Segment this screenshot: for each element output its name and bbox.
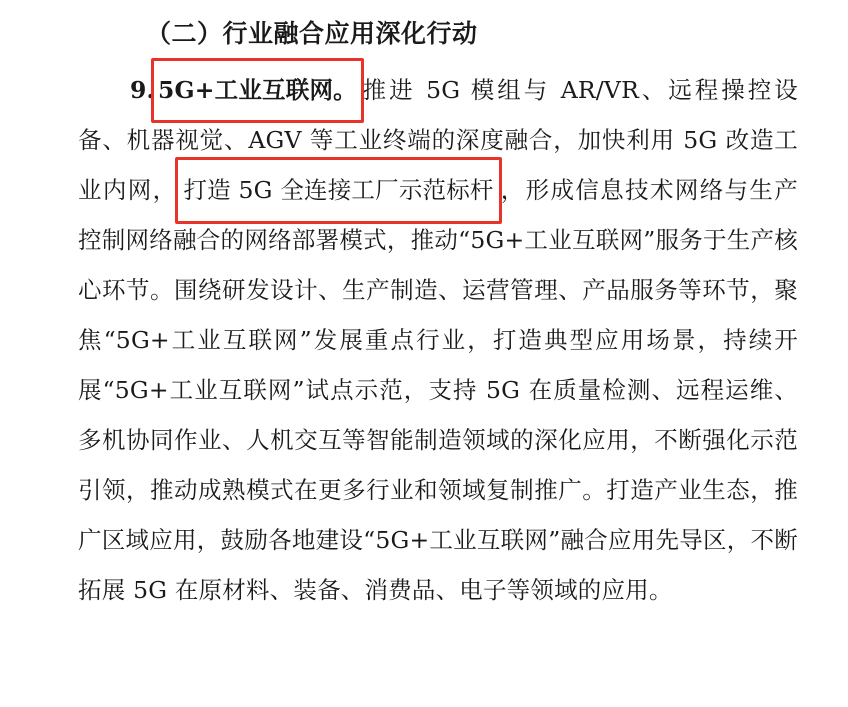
paragraph-text-part-1: 推进 5G 模组与 AR/VR、远程操控设备、机器视觉、AGV 等工业终端的深度融合，加快利用 5G 改造工业内网， xyxy=(78,75,798,204)
item-number: 9. xyxy=(130,75,155,104)
paragraph-text-part-2: ，形成信息技术网络与生产控制网络融合的网络部署模式，推动“5G+工业互联网”服务于生产核心环节。围绕研发设计、生产制造、运营管理、产品服务等环节，聚焦“5G+工业互联网”发展重点行业，打造典型应用场景，持续开展“5G+工业互联网”试点示范，支持 5G 在质量检测、远程运维、多机协同作业、人机交互等智能制造领域的深化应用，不断强化示范引领，推动成熟模式在更多行业和领域复制推广。打造产业生态，推广区域应用，鼓励各地建设“5G+工业互联网”融合应用先导区，不断拓展 5G 在原材料、装备、消费品、电子等领域的应用。 xyxy=(78,175,798,604)
highlight-box-full-connected-factory: 打造 5G 全连接工厂示范标杆 xyxy=(177,165,499,215)
document-body xyxy=(78,18,798,615)
paragraph-item-9 xyxy=(78,65,798,615)
section-heading: （二）行业融合应用深化行动 xyxy=(146,19,478,48)
highlight-box-5g-industrial-internet: 5G+工业互联网。 xyxy=(155,65,360,115)
